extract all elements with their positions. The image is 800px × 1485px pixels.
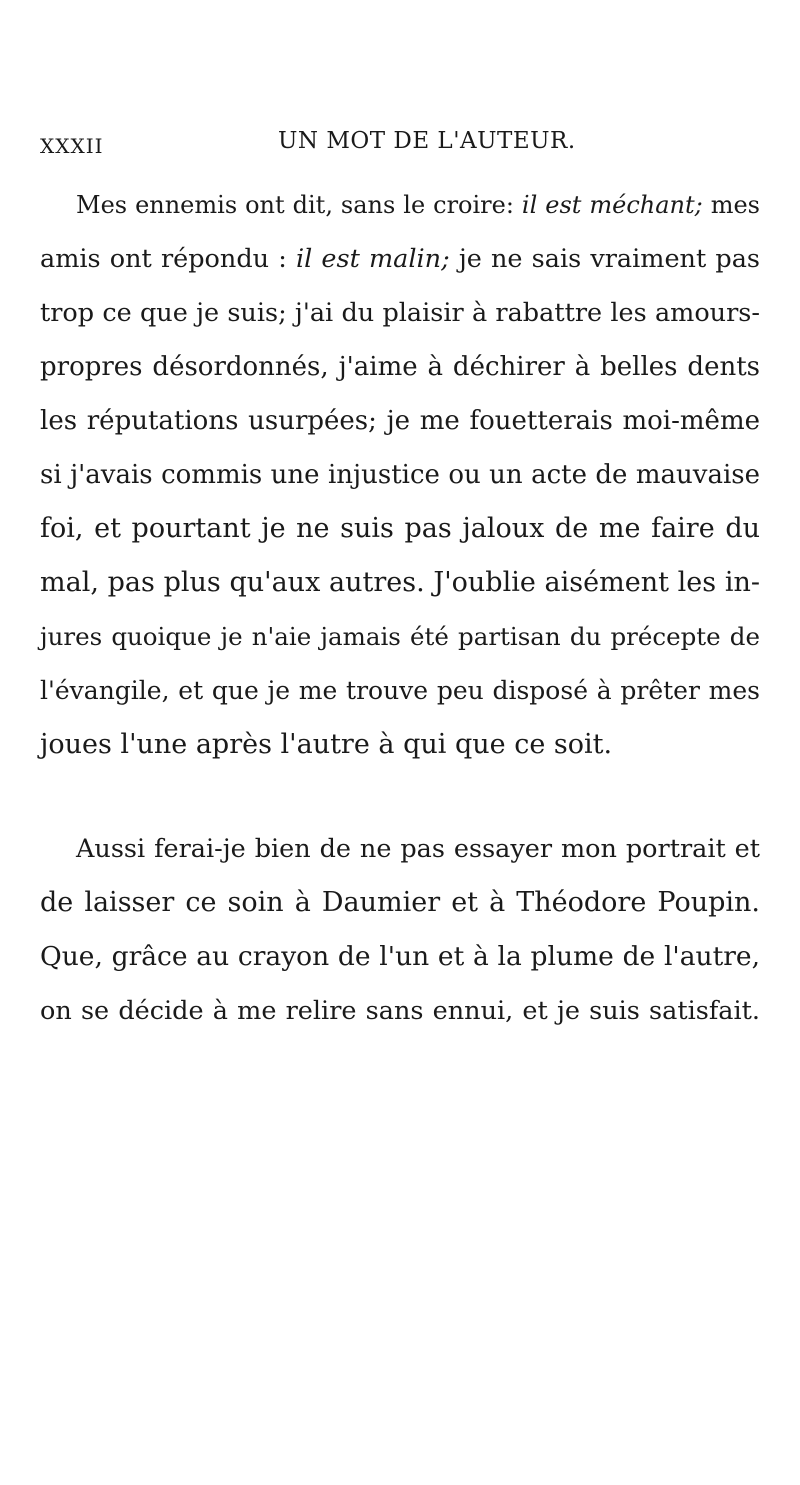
paragraph-1 xyxy=(40,178,760,772)
page-number: XXXII xyxy=(40,134,104,158)
text-fragment: je ne sais vraiment pas xyxy=(449,244,760,274)
text-line: mal, pas plus qu'aux autres. J'oublie aisément les in- xyxy=(40,567,760,598)
text-line: propres désordonnés, j'aime à déchirer à belles dents xyxy=(40,352,760,382)
running-title: UN MOT DE L'AUTEUR. xyxy=(278,128,576,154)
text-line: foi, et pourtant je ne suis pas jaloux de me faire du xyxy=(40,513,760,544)
text-line: on se décide à me relire sans ennui, et je suis satisfait. xyxy=(40,996,760,1026)
text-line: jures quoique je n'aie jamais été partisan du précepte de xyxy=(40,622,760,651)
text-fragment: Mes ennemis ont dit, sans le croire: xyxy=(76,191,522,219)
text-fragment: mes xyxy=(702,191,760,219)
text-line: Que, grâce au crayon de l'un et à la plume de l'autre, xyxy=(40,941,760,972)
page-header xyxy=(40,128,760,168)
text-line: Aussi ferai-je bien de ne pas essayer mon portrait et xyxy=(76,834,760,864)
italic-quote: il est malin; xyxy=(295,244,450,274)
text-line: l'évangile, et que je me trouve peu disposé à prêter mes xyxy=(40,676,760,705)
text-line: les réputations usurpées; je me fouetterais moi-même xyxy=(40,406,760,436)
italic-quote: il est méchant; xyxy=(521,191,703,219)
text-line: si j'avais commis une injustice ou un acte de mauvaise xyxy=(40,460,760,490)
text-line: joues l'une après l'autre à qui que ce soit. xyxy=(40,729,613,760)
text-line: de laisser ce soin à Daumier et à Théodore Poupin. xyxy=(40,887,760,918)
paragraph-2 xyxy=(40,822,760,1038)
text-line: trop ce que je suis; j'ai du plaisir à rabattre les amours- xyxy=(40,298,760,328)
text-line xyxy=(40,178,760,232)
text-line xyxy=(40,232,760,286)
text-fragment: amis ont répondu : xyxy=(40,244,296,274)
